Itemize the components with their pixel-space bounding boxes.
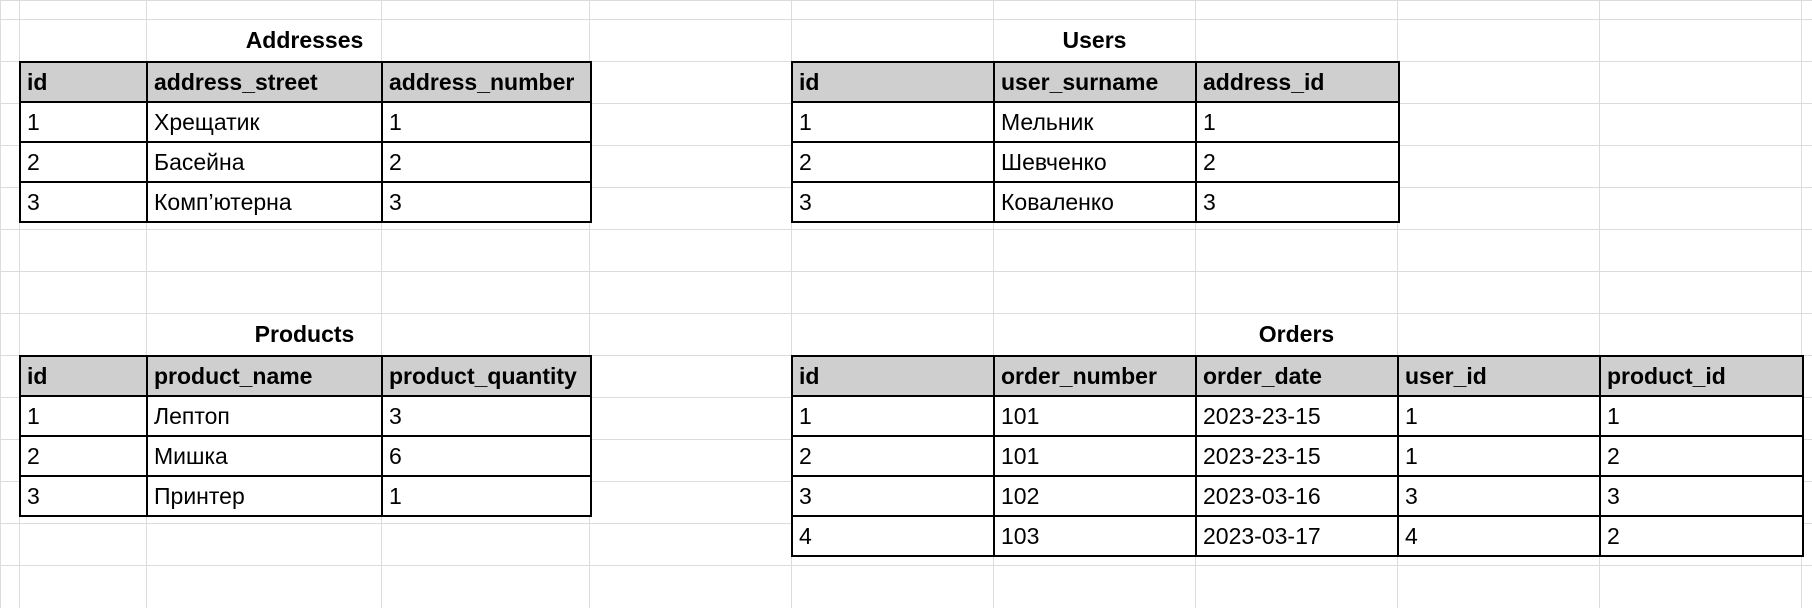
- table-row: [792, 182, 1399, 222]
- table-cell[interactable]: 6: [382, 436, 591, 476]
- column-header[interactable]: order_date: [1196, 356, 1398, 396]
- users-table: [791, 61, 1400, 223]
- products-table-block: [19, 321, 590, 517]
- orders-table: [791, 355, 1804, 557]
- products-table-title: Products: [254, 321, 355, 347]
- table-cell[interactable]: 3: [382, 396, 591, 436]
- column-header[interactable]: address_street: [147, 62, 382, 102]
- column-header[interactable]: product_quantity: [382, 356, 591, 396]
- products-table: [19, 355, 592, 517]
- table-cell[interactable]: Лептоп: [147, 396, 382, 436]
- addresses-table-block: [19, 27, 590, 223]
- column-header[interactable]: order_number: [994, 356, 1196, 396]
- table-cell[interactable]: 3: [20, 476, 147, 516]
- table-cell[interactable]: 2: [20, 142, 147, 182]
- column-header[interactable]: id: [20, 62, 147, 102]
- addresses-table: [19, 61, 592, 223]
- grid-line: [0, 271, 1812, 272]
- table-cell[interactable]: 1: [1600, 396, 1803, 436]
- table-header-row: [792, 356, 1803, 396]
- table-cell[interactable]: 3: [20, 182, 147, 222]
- table-cell[interactable]: 3: [792, 476, 994, 516]
- orders-table-block: [791, 321, 1802, 557]
- table-cell[interactable]: 2023-23-15: [1196, 396, 1398, 436]
- table-cell[interactable]: 1: [792, 396, 994, 436]
- table-cell[interactable]: 2: [382, 142, 591, 182]
- table-header-row: [20, 356, 591, 396]
- column-header[interactable]: user_surname: [994, 62, 1196, 102]
- table-cell[interactable]: 4: [792, 516, 994, 556]
- table-cell[interactable]: 101: [994, 396, 1196, 436]
- table-cell[interactable]: 3: [382, 182, 591, 222]
- table-cell[interactable]: 1: [20, 396, 147, 436]
- table-cell[interactable]: 2023-03-16: [1196, 476, 1398, 516]
- table-cell[interactable]: Принтер: [147, 476, 382, 516]
- column-header[interactable]: address_number: [382, 62, 591, 102]
- grid-line: [0, 565, 1812, 566]
- table-cell[interactable]: 1: [1398, 396, 1600, 436]
- table-cell[interactable]: 1: [792, 102, 994, 142]
- table-cell[interactable]: Басейна: [147, 142, 382, 182]
- table-cell[interactable]: 1: [1196, 102, 1399, 142]
- table-header-row: [20, 62, 591, 102]
- table-cell[interactable]: 4: [1398, 516, 1600, 556]
- table-cell[interactable]: Хрещатик: [147, 102, 382, 142]
- table-row: [792, 396, 1803, 436]
- table-cell[interactable]: 1: [1398, 436, 1600, 476]
- table-row: [20, 102, 591, 142]
- orders-table-title: Orders: [1258, 321, 1335, 347]
- table-cell[interactable]: 3: [1600, 476, 1803, 516]
- table-cell[interactable]: 1: [382, 476, 591, 516]
- table-cell[interactable]: 2: [792, 142, 994, 182]
- table-cell[interactable]: 1: [20, 102, 147, 142]
- table-cell[interactable]: 2: [20, 436, 147, 476]
- table-row: [20, 476, 591, 516]
- column-header[interactable]: id: [792, 62, 994, 102]
- users-table-title: Users: [1062, 27, 1127, 53]
- table-cell[interactable]: 2: [792, 436, 994, 476]
- table-cell[interactable]: 3: [1196, 182, 1399, 222]
- table-header-row: [792, 62, 1399, 102]
- grid-line: [0, 229, 1812, 230]
- table-cell[interactable]: Коваленко: [994, 182, 1196, 222]
- table-cell[interactable]: 1: [382, 102, 591, 142]
- table-cell[interactable]: 2: [1196, 142, 1399, 182]
- table-row: [792, 516, 1803, 556]
- table-cell[interactable]: 101: [994, 436, 1196, 476]
- table-cell[interactable]: Мишка: [147, 436, 382, 476]
- table-cell[interactable]: 2: [1600, 516, 1803, 556]
- column-header[interactable]: product_name: [147, 356, 382, 396]
- table-row: [20, 182, 591, 222]
- table-row: [792, 476, 1803, 516]
- table-cell[interactable]: Комп’ютерна: [147, 182, 382, 222]
- table-cell[interactable]: 2: [1600, 436, 1803, 476]
- table-row: [792, 102, 1399, 142]
- table-cell[interactable]: 2023-23-15: [1196, 436, 1398, 476]
- table-row: [20, 396, 591, 436]
- table-cell[interactable]: 102: [994, 476, 1196, 516]
- addresses-table-title: Addresses: [245, 27, 364, 53]
- column-header[interactable]: user_id: [1398, 356, 1600, 396]
- table-row: [792, 142, 1399, 182]
- column-header[interactable]: id: [20, 356, 147, 396]
- table-cell[interactable]: 3: [792, 182, 994, 222]
- table-row: [792, 436, 1803, 476]
- column-header[interactable]: product_id: [1600, 356, 1803, 396]
- table-row: [20, 142, 591, 182]
- table-cell[interactable]: Шевченко: [994, 142, 1196, 182]
- table-cell[interactable]: 2023-03-17: [1196, 516, 1398, 556]
- table-cell[interactable]: Мельник: [994, 102, 1196, 142]
- table-cell[interactable]: 103: [994, 516, 1196, 556]
- users-table-block: [791, 27, 1398, 223]
- table-row: [20, 436, 591, 476]
- column-header[interactable]: id: [792, 356, 994, 396]
- table-cell[interactable]: 3: [1398, 476, 1600, 516]
- column-header[interactable]: address_id: [1196, 62, 1399, 102]
